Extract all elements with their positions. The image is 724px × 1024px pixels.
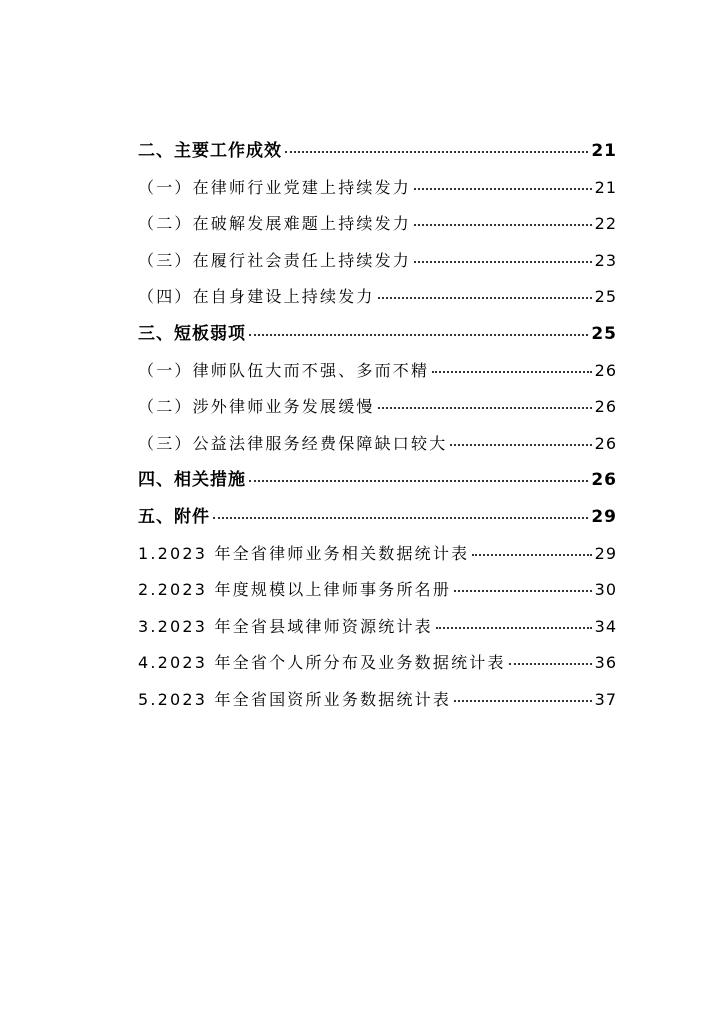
toc-entry-page: 26 [591,470,617,491]
toc-entry-page: 25 [591,323,617,344]
toc-leader-dots [454,700,592,702]
toc-entry[interactable] [138,645,617,682]
toc-entry-page: 21 [591,141,617,161]
toc-leader-dots [432,371,591,373]
toc-entry[interactable] [138,499,617,536]
toc-entry[interactable] [138,133,617,170]
toc-entry-title: 二、主要工作成效 [138,141,282,161]
toc-entry[interactable] [138,353,617,390]
toc-entry-title: 2.2023 年度规模以上律师事务所名册 [138,580,452,600]
toc-entry-title: 三、短板弱项 [138,323,246,344]
toc-entry-title: 3.2023 年全省县域律师资源统计表 [138,616,433,636]
toc-entry-title: （四）在自身建设上持续发力 [138,287,375,307]
toc-entry-page: 26 [594,360,617,380]
toc-entry-title: （一）在律师行业党建上持续发力 [138,177,412,197]
toc-leader-dots [378,297,592,299]
toc-entry-title: （三）在履行社会责任上持续发力 [138,250,412,270]
toc-entry-page: 26 [594,433,617,453]
table-of-contents [138,133,617,719]
toc-leader-dots [414,188,592,190]
toc-entry-page: 23 [594,250,617,270]
toc-leader-dots [414,224,592,226]
toc-entry-title: （一）律师队伍大而不强、多而不精 [138,360,430,380]
toc-entry[interactable] [138,243,617,280]
toc-entry[interactable] [138,279,617,316]
toc-entry[interactable] [138,609,617,646]
toc-entry-page: 29 [594,543,617,563]
toc-entry-page: 21 [594,177,617,197]
toc-entry[interactable] [138,462,617,499]
toc-entry[interactable] [138,206,617,243]
toc-leader-dots [414,261,592,263]
toc-entry[interactable] [138,682,617,719]
toc-entry-page: 36 [594,653,617,673]
toc-leader-dots [454,590,592,592]
toc-leader-dots [213,517,588,519]
toc-entry-page: 26 [594,397,617,417]
toc-entry[interactable] [138,572,617,609]
toc-entry[interactable] [138,316,617,353]
toc-leader-dots [378,407,592,409]
toc-entry-page: 30 [594,580,617,600]
toc-entry-page: 25 [594,287,617,307]
toc-entry-title: 五、附件 [138,506,210,527]
toc-leader-dots [509,663,592,665]
toc-entry-page: 29 [591,506,617,527]
toc-entry[interactable] [138,536,617,573]
toc-entry[interactable] [138,389,617,426]
toc-entry-title: （二）在破解发展难题上持续发力 [138,214,412,234]
toc-entry-title: 4.2023 年全省个人所分布及业务数据统计表 [138,653,506,673]
toc-entry[interactable] [138,426,617,463]
toc-leader-dots [450,444,591,446]
toc-entry-title: 四、相关措施 [138,470,246,491]
toc-leader-dots [249,480,588,482]
toc-entry-page: 22 [594,214,617,234]
toc-entry-page: 37 [594,689,617,709]
toc-entry-title: （二）涉外律师业务发展缓慢 [138,397,375,417]
toc-entry-title: 1.2023 年全省律师业务相关数据统计表 [138,543,470,563]
toc-leader-dots [436,627,592,629]
toc-entry-page: 34 [594,616,617,636]
toc-entry-title: （三）公益法律服务经费保障缺口较大 [138,433,448,453]
toc-entry-title: 5.2023 年全省国资所业务数据统计表 [138,689,452,709]
toc-leader-dots [285,151,588,153]
toc-entry[interactable] [138,170,617,207]
toc-leader-dots [249,334,588,336]
toc-leader-dots [472,554,591,556]
